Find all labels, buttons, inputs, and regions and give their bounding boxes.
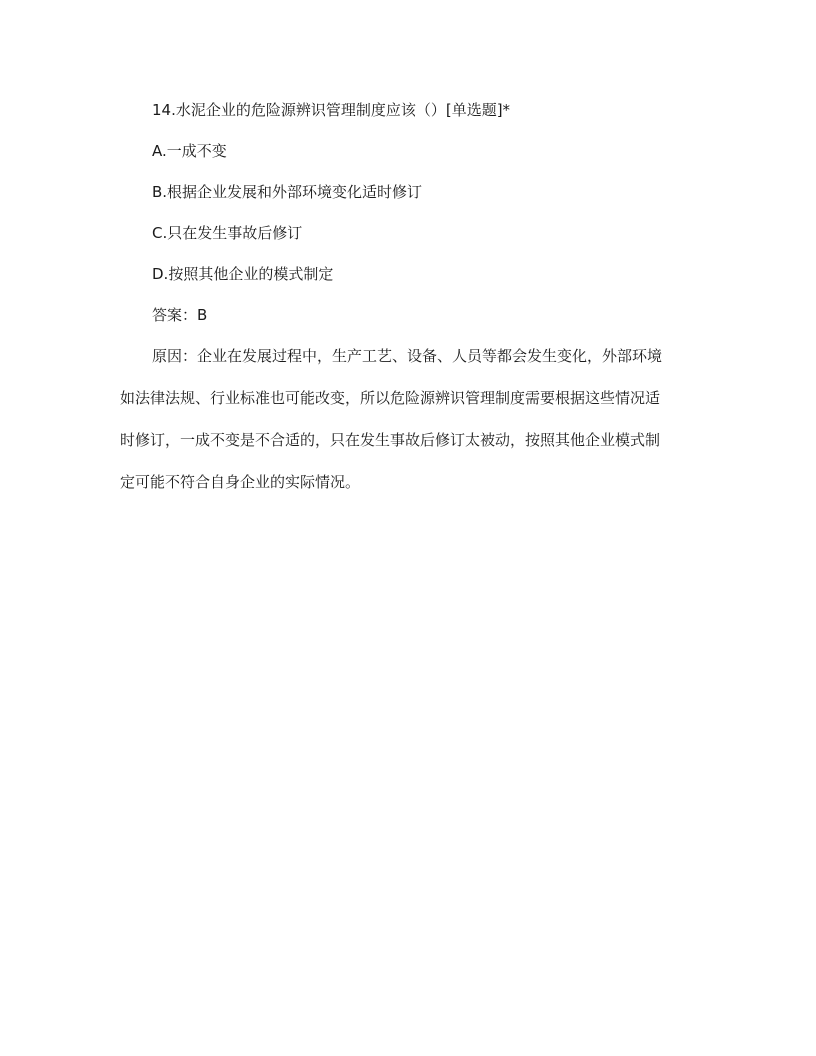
- option-c: C.只在发生事故后修订: [152, 224, 303, 242]
- option-d: D.按照其他企业的模式制定: [152, 265, 334, 283]
- option-a: A.一成不变: [152, 142, 227, 160]
- option-b: B.根据企业发展和外部环境变化适时修订: [152, 183, 423, 201]
- answer-text: 答案：B: [152, 306, 208, 324]
- reason-line-3: 时修订，一成不变是不合适的，只在发生事故后修订太被动，按照其他企业模式制: [120, 431, 661, 449]
- question-title: 14.水泥企业的危险源辨识管理制度应该（）[单选题]*: [152, 101, 511, 119]
- reason-line-1: 原因：企业在发展过程中，生产工艺、设备、人员等都会发生变化，外部环境: [152, 347, 663, 365]
- reason-line-4: 定可能不符合自身企业的实际情况。: [120, 473, 361, 491]
- document-page: [120, 96, 698, 493]
- reason-line-2: 如法律法规、行业标准也可能改变，所以危险源辨识管理制度需要根据这些情况适: [120, 389, 661, 407]
